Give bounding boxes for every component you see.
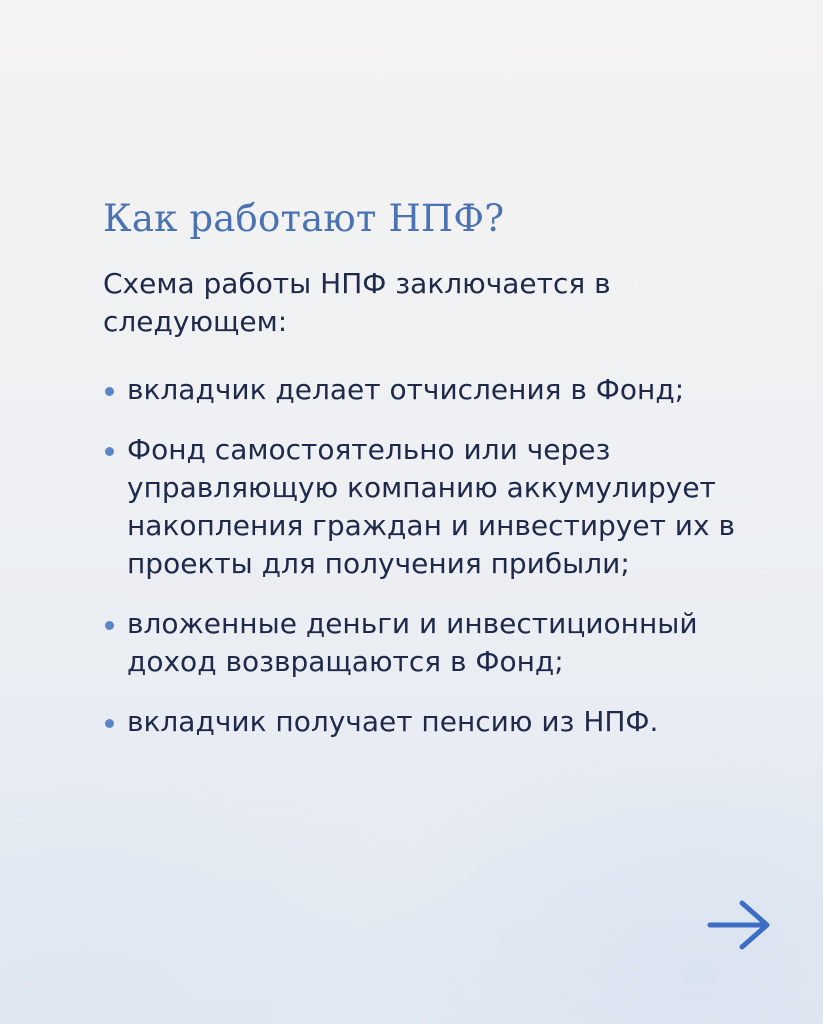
list-item (103, 703, 783, 741)
list-item-text: вкладчик делает отчисления в Фонд; (127, 373, 685, 406)
list-item (103, 605, 783, 681)
content-card (103, 195, 783, 763)
list-item-text: вкладчик получает пенсию из НПФ. (127, 705, 659, 738)
bullet-dot-icon (105, 387, 114, 396)
bullet-dot-icon (105, 719, 114, 728)
bullet-dot-icon (105, 447, 114, 456)
intro-text: Схема работы НПФ заключается в следующем: (103, 267, 611, 338)
bullet-list (103, 371, 783, 741)
list-item (103, 371, 783, 409)
next-slide-button[interactable] (706, 898, 772, 952)
list-item (103, 431, 783, 583)
arrow-right-icon (706, 898, 772, 952)
list-item-text: Фонд самостоятельно или через управляющую компанию аккумулирует накопления граждан и инвестирует их в проекты для получения прибыли; (127, 433, 735, 580)
list-item-text: вложенные деньги и инвестиционный доход возвращаются в Фонд; (127, 607, 698, 678)
page-title: Как работают НПФ? (103, 197, 505, 240)
bullet-dot-icon (105, 621, 114, 630)
